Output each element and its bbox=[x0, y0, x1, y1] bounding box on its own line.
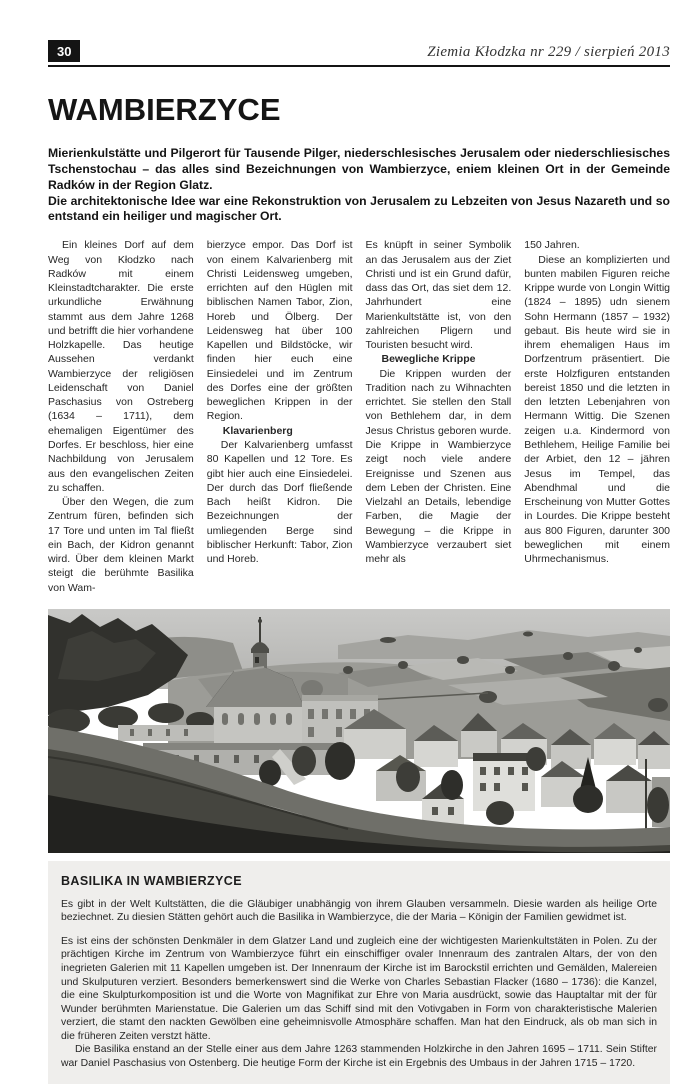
lead-paragraph-1: Mierienkulstätte und Pilgerort für Tausende Pilger, niederschlesisches Jerusalem oder niederschliesisches Tschenstochau – das alles sind Bezeichnungen von Wambierzyce, eniem kleinen Ort in der Gemeinde Radków in der Region Glatz. bbox=[48, 146, 670, 192]
article-lead bbox=[48, 146, 670, 225]
paragraph: Es knüpft in seiner Symbolik an das Jerusalem aus der Ziet Christi und ist ein Grund dafür, dass das Ort, das siet dem 12. Jahrhundert eine Marienkultstätte ist, von den zahlreichen Pligern und Touristen besucht wird. bbox=[365, 239, 512, 352]
info-box-paragraph-3: Die Basilika enstand an der Stelle einer aus dem Jahre 1263 stammenden Holzkirche in den Jahren 1695 – 1711. Sein Stifter war Daniel Paschasius von Ostenberg. Die heutige Form der Kirche ist ein Ergebnis des Umbaus in der Jahren 1715 – 1720. bbox=[61, 1044, 657, 1069]
article-title: WAMBIERZYCE bbox=[48, 92, 281, 127]
paragraph: Ein kleines Dorf auf dem Weg von Kłodzko nach Radków mit einem Kleinstadtcharakter. Die erste urkundliche Erwähnung stammt aus dem Jahre 1268 und betrifft die hier vorhandene Holzkapelle. Das heutige Aussehen verdankt Wambierzyce der religiösen Leidenschaft von Daniel Paschasius von Ostreberg (1634 – 1711), dem ehemaligen Eigentümer des Dorfes. Er beschloss, hier eine Nachbildung von Jerusalem aus den evangelischen Zeiten zu schaffen. bbox=[48, 239, 194, 494]
column-subheading-krippe: Bewegliche Krippe bbox=[381, 353, 476, 366]
paragraph: bierzyce empor. Das Dorf ist von einem Kalvarienberg mit Christi Leidensweg umgeben, errichten auf den Hüglen mit biblischen Namen Tabor, Zion, Horeb und Ölberg. Der Leidensweg hat über 100 Kapellen und Bildstöcke, wir finden hier euch eine Einsiedelei und im Zentrum des Dorfes eine der größten beweglichen Krippen in der Region. bbox=[206, 239, 353, 423]
paragraph: Über den Wegen, die zum Zentrum füren, befinden sich 17 Tore und unten im Tal fließt ein Bach, der Kidron genannt wird. Über dem kleinen Markt steigt die berühmte Basilika von Wam- bbox=[48, 496, 194, 594]
journal-title: Ziemia Kłodzka nr 229 / sierpień 2013 bbox=[427, 44, 670, 60]
paragraph: Die Krippen wurden der Tradition nach zu Wihnachten errichtet. Sie stellen den Stall von Bethlehem dar, in dem Jesus Christus geboren wurde. Die Krippe in Wambierzyce zeigt noch viele andere Ereignisse und Szenen aus dem Leben der Christen. Eine Vielzahl an Details, lebendige Farben, die Magie der Bewegung – die Krippe in Wambierzyce verzaubert siet mehr als bbox=[365, 367, 512, 566]
page-number-badge: 30 bbox=[48, 40, 80, 62]
info-box-paragraph-1: Es gibt in der Welt Kultstätten, die die Gläubiger unabhängig von ihrem Glauben versammeln. Diesie warden als heilige Orte beziechnet. Zu diesien Stätten gehört auch die Basilika in Wambierzyce, die der Maria – Königin der Familien gewidmet ist. bbox=[61, 898, 657, 924]
body-column-1 bbox=[48, 238, 194, 595]
column-subheading-kalvarienberg: Klavarienberg bbox=[222, 424, 293, 437]
body-column-3 bbox=[366, 238, 512, 595]
paragraph: 150 Jahren. bbox=[524, 239, 580, 252]
village-panorama-photo bbox=[48, 609, 670, 853]
lead-paragraph-2: Die architektonische Idee war eine Rekonstruktion von Jerusalem zu Lebzeiten von Jesus Nazareth und so entstand ein heiliger und magischer Ort. bbox=[48, 193, 670, 224]
info-box-paragraph-2: Es ist eins der schönsten Denkmäler in dem Glatzer Land und zugleich eine der wichtigesten Marienkultstäten in Polen. Zu der prächtigen Kirche im Zentrum von Wambierzyce führt ein einschiffiger ovaler Innenraum des zantralen Altars, der von den inegrieten Galerien mit 11 Kapellen umgeben ist. Der Innenraum der Kirche ist im Barockstil errichten und Gemälden, Malereien und Skulputuren verziert. Besonders bemerkenswert sind die Werke von Charles Sebastian Flacker (1680 – 1736): die Kanzel, die eine Skulpturkomposition ist und die Worte von Magnifikat zur Ehre von Maria ausdrückt, sowie das Hauptaltar mit der für Wunder berühmten Marienstatue. Die Galerien um das Schiff sind mit den Votivgaben in Form von charakteristische Malerien verziert, die stamt den nackten Gewölben eine geheimnisvolle Atmosphäre schaffen. Man hat den Eindruck, als ob man sich in die früheren Zeiten verstzt hätte. bbox=[61, 935, 657, 1042]
body-column-4 bbox=[524, 238, 670, 595]
paragraph: Der Kalvarienberg umfasst 80 Kapellen und 12 Tore. Es gibt hier auch eine Einsiedelei. Der durch das Dorf fließende Bach heißt Kidron. Die Bezeichnungen der umliegenden Berge sind biblischer Herkunft: Tabor, Zion und Horeb. bbox=[206, 439, 353, 566]
article-body bbox=[48, 238, 670, 595]
paragraph: Diese an komplizierten und bunten mabilen Figuren reiche Krippe wurde von Longin Wittig (1824 – 1895) udn sienem Sohn Hermann (1857 – 1932) gebaut. Bis heute wird sie in ihrem ehemaligen Haus im Dorfzentrum präsentiert. Die erste Holzfiguren entstanden bereist 1850 und die letzten in den letzten Lebenjahren von Hermann Wittig. Die Szenen zeigen u.a. Kindermord von Bethlehem, Heilige Familie bei der Arbiet, den 12 – jähren Jesus im Tempel, das Abendhmal und die Erscheinung von Mutter Gottes in Lourdes. Die Krippe besteht aus 800 Figuren, darunter 300 beweglichen mit einem Uhrmechanismus. bbox=[524, 253, 670, 566]
page bbox=[48, 0, 670, 1084]
body-column-2 bbox=[207, 238, 353, 595]
info-box-heading: BASILIKA IN WAMBIERZYCE bbox=[61, 873, 242, 888]
page-header bbox=[48, 40, 670, 67]
basilica-info-box bbox=[48, 861, 670, 1084]
